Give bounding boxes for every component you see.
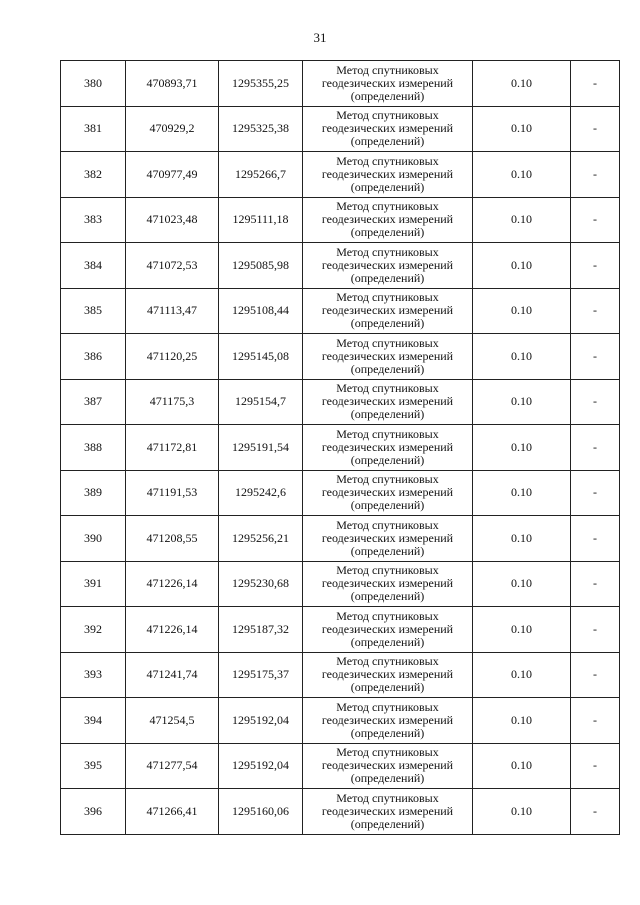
x-coordinate-cell: 471191,53 <box>126 470 219 516</box>
method-line: геодезических измерений <box>321 75 454 90</box>
y-coordinate-cell: 1295175,37 <box>219 652 303 698</box>
extra-cell: - <box>571 61 620 107</box>
method-line: (определений) <box>350 179 425 194</box>
y-coordinate-cell: 1295111,18 <box>219 197 303 243</box>
x-coordinate-cell: 471208,55 <box>126 516 219 562</box>
accuracy-cell: 0.10 <box>473 470 571 516</box>
extra-cell: - <box>571 516 620 562</box>
page-number: 31 <box>313 30 327 45</box>
method-line: Метод спутниковых <box>336 517 439 532</box>
x-coordinate-cell: 470929,2 <box>126 106 219 152</box>
table-row <box>61 152 620 198</box>
method-line: Метод спутниковых <box>336 563 439 578</box>
x-coordinate-cell: 470977,49 <box>126 152 219 198</box>
table-row <box>61 425 620 471</box>
method-line: геодезических измерений <box>321 803 454 818</box>
accuracy-cell: 0.10 <box>473 379 571 425</box>
x-coordinate-cell: 471023,48 <box>126 197 219 243</box>
table-row <box>61 197 620 243</box>
method-cell <box>303 425 473 471</box>
table-row <box>61 288 620 334</box>
method-line: (определений) <box>350 407 425 422</box>
point-number-cell: 381 <box>61 106 126 152</box>
method-line: (определений) <box>350 543 425 558</box>
extra-cell: - <box>571 652 620 698</box>
point-number-cell: 394 <box>61 698 126 744</box>
method-cell <box>303 789 473 835</box>
table-row <box>61 561 620 607</box>
point-number-cell: 391 <box>61 561 126 607</box>
method-line: (определений) <box>350 680 425 695</box>
extra-cell: - <box>571 607 620 653</box>
table-row <box>61 470 620 516</box>
x-coordinate-cell: 471113,47 <box>126 288 219 334</box>
method-line: (определений) <box>350 88 425 103</box>
point-number-cell: 390 <box>61 516 126 562</box>
extra-cell: - <box>571 425 620 471</box>
x-coordinate-cell: 471266,41 <box>126 789 219 835</box>
method-line: геодезических измерений <box>321 485 454 500</box>
method-line: геодезических измерений <box>321 121 454 136</box>
method-line: Метод спутниковых <box>336 335 439 350</box>
point-number-cell: 384 <box>61 243 126 289</box>
x-coordinate-cell: 471277,54 <box>126 743 219 789</box>
point-number-cell: 388 <box>61 425 126 471</box>
method-line: геодезических измерений <box>321 530 454 545</box>
coordinates-table-body <box>61 61 620 835</box>
coordinates-table <box>60 60 620 835</box>
y-coordinate-cell: 1295266,7 <box>219 152 303 198</box>
extra-cell: - <box>571 197 620 243</box>
table-row <box>61 516 620 562</box>
extra-cell: - <box>571 152 620 198</box>
accuracy-cell: 0.10 <box>473 743 571 789</box>
table-row <box>61 243 620 289</box>
accuracy-cell: 0.10 <box>473 516 571 562</box>
method-cell <box>303 288 473 334</box>
y-coordinate-cell: 1295108,44 <box>219 288 303 334</box>
method-line: геодезических измерений <box>321 758 454 773</box>
method-cell <box>303 561 473 607</box>
y-coordinate-cell: 1295325,38 <box>219 106 303 152</box>
x-coordinate-cell: 471172,81 <box>126 425 219 471</box>
extra-cell: - <box>571 334 620 380</box>
extra-cell: - <box>571 561 620 607</box>
method-line: геодезических измерений <box>321 576 454 591</box>
method-line: геодезических измерений <box>321 348 454 363</box>
x-coordinate-cell: 471072,53 <box>126 243 219 289</box>
method-line: геодезических измерений <box>321 439 454 454</box>
method-line: Метод спутниковых <box>336 472 439 487</box>
y-coordinate-cell: 1295230,68 <box>219 561 303 607</box>
method-line: Метод спутниковых <box>336 699 439 714</box>
method-line: геодезических измерений <box>321 712 454 727</box>
method-cell <box>303 743 473 789</box>
method-line: геодезических измерений <box>321 212 454 227</box>
method-cell <box>303 470 473 516</box>
method-cell <box>303 698 473 744</box>
x-coordinate-cell: 470893,71 <box>126 61 219 107</box>
method-cell <box>303 607 473 653</box>
x-coordinate-cell: 471175,3 <box>126 379 219 425</box>
method-cell <box>303 379 473 425</box>
accuracy-cell: 0.10 <box>473 561 571 607</box>
x-coordinate-cell: 471120,25 <box>126 334 219 380</box>
method-line: (определений) <box>350 361 425 376</box>
method-line: (определений) <box>350 316 425 331</box>
extra-cell: - <box>571 698 620 744</box>
point-number-cell: 380 <box>61 61 126 107</box>
y-coordinate-cell: 1295160,06 <box>219 789 303 835</box>
point-number-cell: 385 <box>61 288 126 334</box>
method-line: Метод спутниковых <box>336 62 439 77</box>
method-line: (определений) <box>350 452 425 467</box>
y-coordinate-cell: 1295256,21 <box>219 516 303 562</box>
y-coordinate-cell: 1295145,08 <box>219 334 303 380</box>
x-coordinate-cell: 471226,14 <box>126 561 219 607</box>
method-line: Метод спутниковых <box>336 654 439 669</box>
method-line: (определений) <box>350 725 425 740</box>
table-row <box>61 379 620 425</box>
method-line: (определений) <box>350 270 425 285</box>
point-number-cell: 393 <box>61 652 126 698</box>
method-line: (определений) <box>350 134 425 149</box>
table-row <box>61 743 620 789</box>
method-line: Метод спутниковых <box>336 790 439 805</box>
method-line: геодезических измерений <box>321 667 454 682</box>
method-cell <box>303 334 473 380</box>
table-row <box>61 698 620 744</box>
y-coordinate-cell: 1295191,54 <box>219 425 303 471</box>
extra-cell: - <box>571 243 620 289</box>
table-row <box>61 607 620 653</box>
accuracy-cell: 0.10 <box>473 698 571 744</box>
method-cell <box>303 197 473 243</box>
accuracy-cell: 0.10 <box>473 789 571 835</box>
method-cell <box>303 516 473 562</box>
extra-cell: - <box>571 743 620 789</box>
method-line: геодезических измерений <box>321 303 454 318</box>
point-number-cell: 386 <box>61 334 126 380</box>
method-line: геодезических измерений <box>321 621 454 636</box>
table-row <box>61 789 620 835</box>
method-line: геодезических измерений <box>321 166 454 181</box>
extra-cell: - <box>571 106 620 152</box>
y-coordinate-cell: 1295192,04 <box>219 743 303 789</box>
x-coordinate-cell: 471226,14 <box>126 607 219 653</box>
method-line: (определений) <box>350 498 425 513</box>
method-line: Метод спутниковых <box>336 244 439 259</box>
method-cell <box>303 152 473 198</box>
method-cell <box>303 61 473 107</box>
method-cell <box>303 106 473 152</box>
accuracy-cell: 0.10 <box>473 243 571 289</box>
method-cell <box>303 652 473 698</box>
point-number-cell: 396 <box>61 789 126 835</box>
method-line: Метод спутниковых <box>336 381 439 396</box>
extra-cell: - <box>571 789 620 835</box>
method-line: (определений) <box>350 225 425 240</box>
method-line: Метод спутниковых <box>336 108 439 123</box>
method-line: Метод спутниковых <box>336 426 439 441</box>
point-number-cell: 383 <box>61 197 126 243</box>
accuracy-cell: 0.10 <box>473 288 571 334</box>
point-number-cell: 392 <box>61 607 126 653</box>
extra-cell: - <box>571 288 620 334</box>
point-number-cell: 395 <box>61 743 126 789</box>
method-line: Метод спутниковых <box>336 745 439 760</box>
accuracy-cell: 0.10 <box>473 607 571 653</box>
y-coordinate-cell: 1295085,98 <box>219 243 303 289</box>
accuracy-cell: 0.10 <box>473 425 571 471</box>
accuracy-cell: 0.10 <box>473 106 571 152</box>
method-line: Метод спутниковых <box>336 290 439 305</box>
y-coordinate-cell: 1295355,25 <box>219 61 303 107</box>
method-line: геодезических измерений <box>321 257 454 272</box>
method-line: Метод спутниковых <box>336 153 439 168</box>
y-coordinate-cell: 1295187,32 <box>219 607 303 653</box>
accuracy-cell: 0.10 <box>473 61 571 107</box>
y-coordinate-cell: 1295154,7 <box>219 379 303 425</box>
extra-cell: - <box>571 470 620 516</box>
method-line: Метод спутниковых <box>336 199 439 214</box>
method-line: (определений) <box>350 589 425 604</box>
x-coordinate-cell: 471241,74 <box>126 652 219 698</box>
table-row <box>61 106 620 152</box>
y-coordinate-cell: 1295192,04 <box>219 698 303 744</box>
x-coordinate-cell: 471254,5 <box>126 698 219 744</box>
extra-cell: - <box>571 379 620 425</box>
y-coordinate-cell: 1295242,6 <box>219 470 303 516</box>
accuracy-cell: 0.10 <box>473 652 571 698</box>
method-line: геодезических измерений <box>321 394 454 409</box>
method-line: (определений) <box>350 634 425 649</box>
point-number-cell: 382 <box>61 152 126 198</box>
method-line: Метод спутниковых <box>336 608 439 623</box>
method-line: (определений) <box>350 771 425 786</box>
table-row <box>61 334 620 380</box>
accuracy-cell: 0.10 <box>473 152 571 198</box>
table-row <box>61 652 620 698</box>
accuracy-cell: 0.10 <box>473 334 571 380</box>
method-cell <box>303 243 473 289</box>
point-number-cell: 389 <box>61 470 126 516</box>
table-row <box>61 61 620 107</box>
accuracy-cell: 0.10 <box>473 197 571 243</box>
point-number-cell: 387 <box>61 379 126 425</box>
method-line: (определений) <box>350 816 425 831</box>
